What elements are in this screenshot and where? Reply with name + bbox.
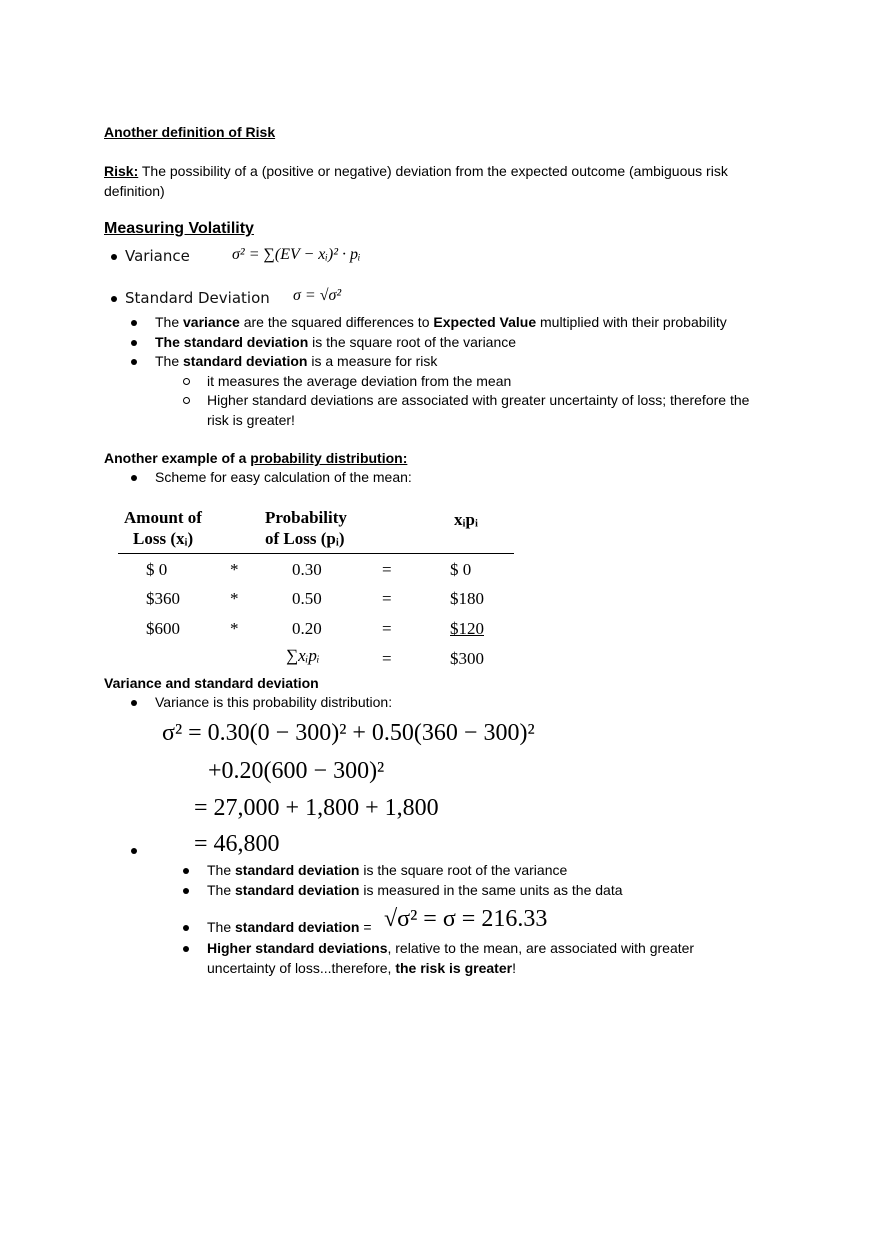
risk-definition-line1	[104, 163, 728, 179]
sub-bullet-ring	[183, 397, 190, 404]
table-cell-op: *	[230, 589, 239, 608]
table-cell-eq: =	[382, 560, 392, 579]
bullet-dot	[131, 340, 137, 346]
table-cell-xp: $180	[450, 589, 484, 608]
table-cell-op: *	[230, 619, 239, 638]
sd-value-formula: √σ² = σ = 216.33	[384, 906, 548, 932]
col-header-amount-line1: Amount of	[124, 508, 202, 527]
risk-definition-line2: definition)	[104, 183, 165, 199]
table-sum-value: $300	[450, 649, 484, 668]
sd-bullet-higher-line1: Higher standard deviations, relative to the mean, are associated with greater	[207, 940, 695, 956]
bullet-dot	[131, 848, 137, 854]
variance-equation-line1: σ² = 0.30(0 − 300)² + 0.50(360 − 300)²	[162, 720, 535, 746]
section-heading-risk-definition: Another definition of Risk	[104, 124, 276, 140]
col-header-xp: xᵢpᵢ	[454, 510, 478, 529]
sd-bullet-units: The standard deviation is measured in the same units as the data	[207, 882, 623, 898]
bullet-variance-definition: The variance are the squared differences to Expected Value multiplied with their probability	[155, 314, 727, 330]
table-header-rule	[118, 553, 514, 554]
bullet-dot	[131, 475, 137, 481]
probability-distribution-link: probability distribution:	[250, 450, 408, 466]
variance-section-heading: Variance and standard deviation	[104, 675, 319, 691]
bullet-stddev-risk: The standard deviation is a measure for risk	[155, 353, 438, 369]
table-cell-op: *	[230, 560, 239, 579]
table-cell-eq: =	[382, 619, 392, 638]
col-header-probability-line1: Probability	[265, 508, 347, 527]
col-header-probability-line2: of Loss (pᵢ)	[265, 529, 345, 548]
stddev-label: Standard Deviation	[125, 289, 270, 307]
bullet-dot	[131, 700, 137, 706]
variance-bullet	[111, 254, 117, 260]
example-bullet-scheme: Scheme for easy calculation of the mean:	[155, 469, 412, 485]
bullet-dot	[183, 888, 189, 894]
table-cell-xp: $ 0	[450, 560, 472, 579]
table-cell-p: 0.20	[292, 619, 322, 638]
table-cell-x: $600	[146, 619, 180, 638]
table-cell-p: 0.50	[292, 589, 322, 608]
variance-label: Variance	[125, 247, 190, 265]
bullet-dot	[183, 868, 189, 874]
variance-section-bullet: Variance is this probability distribution:	[155, 694, 393, 710]
table-cell-x: $ 0	[146, 560, 168, 579]
table-cell-xp: $120	[450, 619, 484, 638]
variance-formula: σ² = ∑(EV − xᵢ)² · pᵢ	[232, 246, 361, 263]
sub-bullet-higher-sd-line1: Higher standard deviations are associated with greater uncertainty of loss; therefore the	[207, 392, 750, 408]
bullet-dot	[131, 359, 137, 365]
table-cell-eq: =	[382, 589, 392, 608]
sd-bullet-sqrt: The standard deviation is the square root of the variance	[207, 862, 568, 878]
sd-bullet-higher-line2: uncertainty of loss...therefore, the risk is greater!	[207, 960, 516, 976]
col-header-amount-line2: Loss (xᵢ)	[133, 529, 194, 548]
sd-bullet-value: The standard deviation =	[207, 919, 372, 935]
table-sum-eq: =	[382, 649, 392, 668]
risk-label: Risk:	[104, 163, 139, 179]
table-cell-p: 0.30	[292, 560, 322, 579]
bullet-dot	[183, 946, 189, 952]
bullet-dot	[183, 925, 189, 931]
sub-bullet-higher-sd-line2: risk is greater!	[207, 412, 295, 428]
stddev-formula: σ = √σ²	[293, 287, 342, 304]
table-cell-x: $360	[146, 589, 180, 608]
stddev-bullet	[111, 296, 117, 302]
example-heading: Another example of a probability distribution:	[104, 450, 408, 466]
variance-equation-line2: +0.20(600 − 300)²	[208, 758, 385, 784]
variance-equation-line4: = 46,800	[194, 831, 280, 857]
variance-equation-line3: = 27,000 + 1,800 + 1,800	[194, 795, 439, 821]
bullet-stddev-sqrt: The standard deviation is the square root of the variance	[155, 334, 517, 350]
bullet-dot	[131, 320, 137, 326]
measuring-volatility-title: Measuring Volatility	[104, 220, 254, 237]
sub-bullet-ring	[183, 378, 190, 385]
risk-text: The possibility of a (positive or negative) deviation from the expected outcome (ambiguous risk	[138, 163, 728, 179]
sub-bullet-average-deviation: it measures the average deviation from the mean	[207, 373, 512, 389]
table-sum-label: ∑xᵢpᵢ	[286, 646, 320, 665]
